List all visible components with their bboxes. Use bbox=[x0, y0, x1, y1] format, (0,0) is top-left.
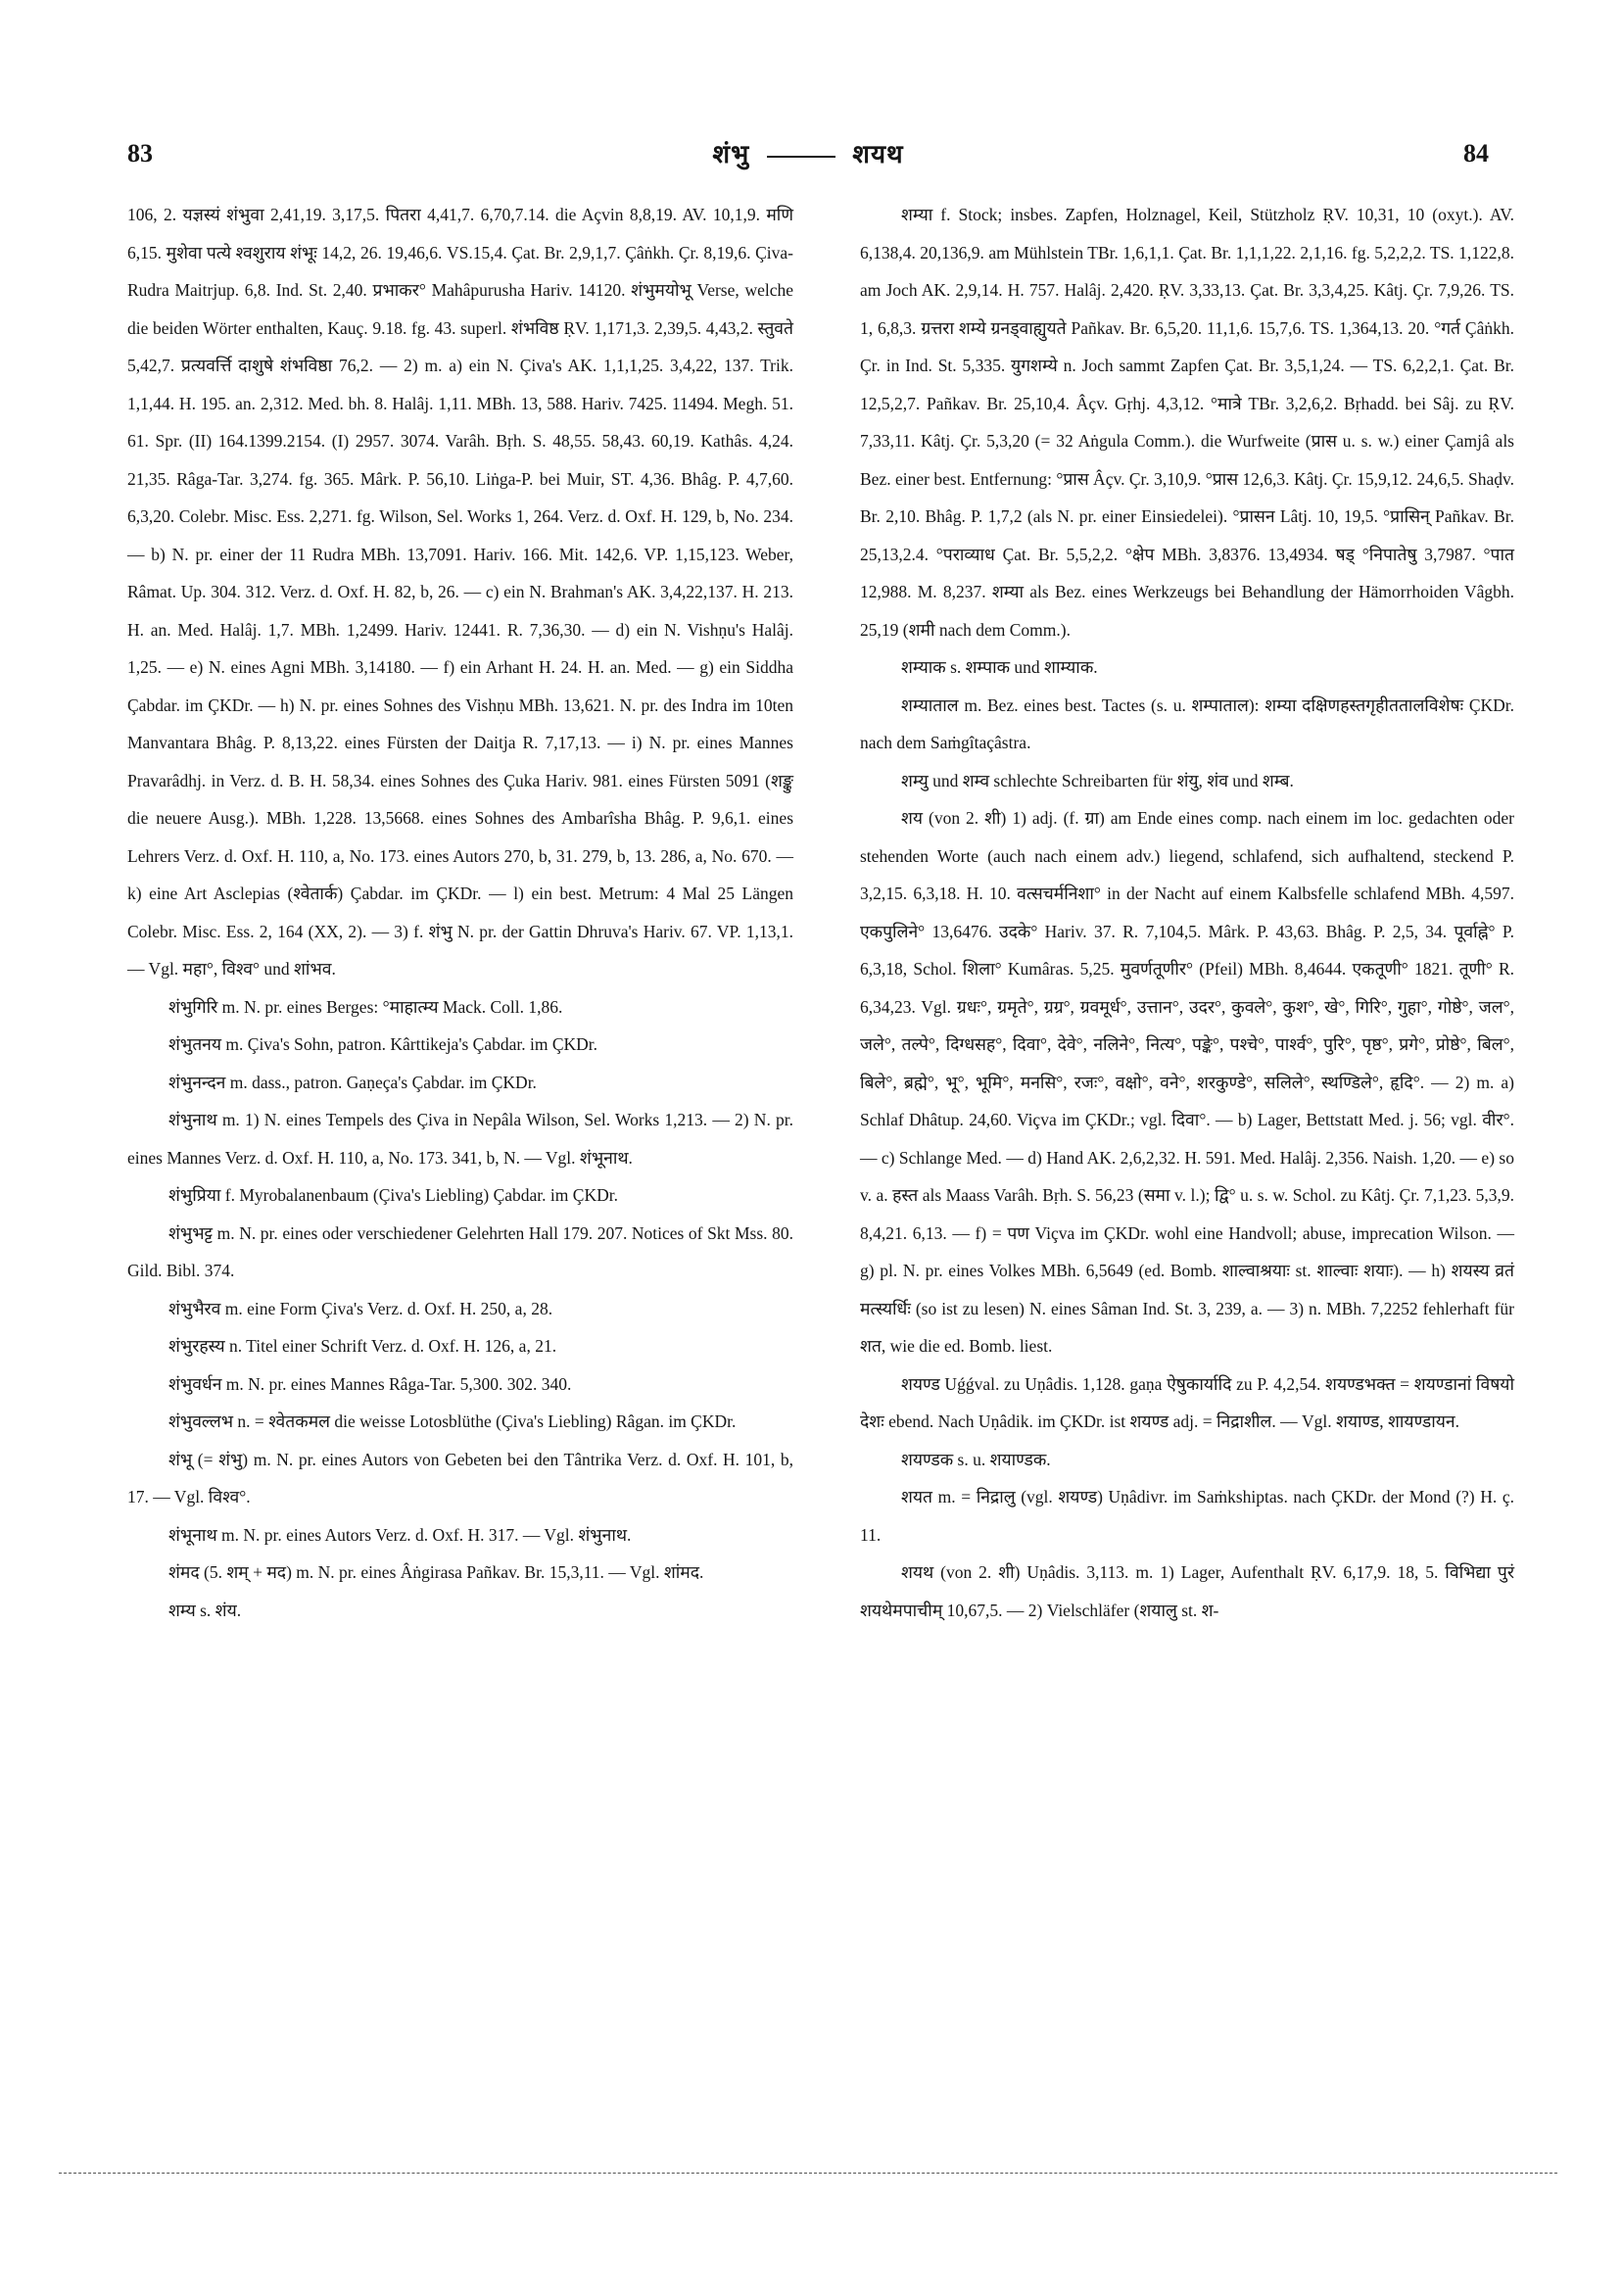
running-head-dash bbox=[767, 156, 835, 158]
entry-paragraph: शंभुभट्ट m. N. pr. eines oder verschiedener Gelehrten Hall 179. 207. Notices of Skt Mss. 80. Gild. Bibl. 374. bbox=[127, 1222, 793, 1280]
right-column bbox=[860, 196, 1514, 1629]
page-header bbox=[127, 135, 1489, 174]
entry-paragraph: 106, 2. यज्ञस्यं शंभुवा 2,41,19. 3,17,5. पितरा 4,41,7. 6,70,7.14. die Açvin 8,8,19. AV. 10,1,9. मणि 6,15. मुशेवा पत्ये श्वशुराय शंभूः 14,2, 26. 19,46,6. VS.15,4. Çat. Br. 2,9,1,7. Çâṅkh. Çr. 8,19,6. Çiva-Rudra Maitrjup. 6,8. Ind. St. 2,40. प्रभाकर° Mahâpurusha Hariv. 14120. शंभुमयोभू Verse, welche die beiden Wörter enthalten, Kauç. 9.18. fg. 43. superl. शंभविष्ठ ṚV. 1,171,3. 2,39,5. 4,43,2. स्तुवते 5,42,7. प्रत्यवर्त्ति दाशुषे शंभविष्ठा 76,2. — 2) m. a) ein N. Çiva's AK. 1,1,1,25. 3,4,22, 137. Trik. 1,1,44. H. 195. an. 2,312. Med. bh. 8. Halâj. 1,11. MBh. 13, 588. Hariv. 7425. 11494. Megh. 51. 61. Spr. (II) 164.1399.2154. (I) 2957. 3074. Varâh. Bṛh. S. 48,55. 58,43. 60,19. Kathâs. 4,24. 21,35. Râga-Tar. 3,274. fg. 365. Mârk. P. 56,10. Liṅga-P. bei Muir, ST. 4,36. Bhâg. P. 4,7,60. 6,3,20. Colebr. Misc. Ess. 2,271. fg. Wilson, Sel. Works 1, 264. Verz. d. Oxf. H. 129, b, No. 234. — b) N. pr. einer der 11 Rudra MBh. 13,7091. Hariv. 166. Mit. 142,6. VP. 1,15,123. Weber, Râmat. Up. 304. 312. Verz. d. Oxf. H. 82, b, 26. — c) ein N. Brahman's AK. 3,4,22,137. H. 213. H. an. Med. Halâj. 1,7. MBh. 1,2499. Hariv. 12441. R. 7,36,30. — d) ein N. Vishṇu's Halâj. 1,25. — e) N. eines Agni MBh. 3,14180. — f) ein Arhant H. 24. H. an. Med. — g) ein Siddha Çabdar. im ÇKDr. — h) N. pr. eines Sohnes des Vishṇu MBh. 13,621. N. pr. des Indra im 10ten Manvantara Bhâg. P. 8,13,22. eines Fürsten der Daitja R. 7,17,13. — i) N. pr. eines Mannes Pravarâdhj. in Verz. d. B. H. 58,34. eines Sohnes des Çuka Hariv. 981. eines Fürsten 5091 (शङ्कु die neuere Ausg.). MBh. 1,228. 13,5668. eines Sohnes des Ambarîsha Bhâg. P. 9,6,1. eines Lehrers Verz. d. Oxf. H. 110, a, No. 173. eines Autors 270, b, 31. 279, b, 13. 286, a, No. 670. — k) eine Art Asclepias (श्वेतार्क) Çabdar. im ÇKDr. — l) ein best. Metrum: 4 Mal 25 Längen Colebr. Misc. Ess. 2, 164 (XX, 2). — 3) f. शंभु N. pr. der Gattin Dhruva's Hariv. 67. VP. 1,13,1. — Vgl. महा°, विश्व° und शांभव. bbox=[127, 205, 793, 979]
running-head bbox=[127, 135, 1489, 170]
page-number-right: 84 bbox=[1463, 139, 1489, 167]
entry-paragraph: शंभुवर्धन m. N. pr. eines Mannes Râga-Tar. 5,300. 302. 340. bbox=[168, 1373, 572, 1394]
entry-paragraph: शयथ (von 2. शी) Uṇâdis. 3,113. m. 1) Lager, Aufenthalt ṚV. 6,17,9. 18, 5. विभिद्या पुरं शयथेमपाचीम् 10,67,5. — 2) Vielschläfer (शयालु st. श- bbox=[860, 1562, 1514, 1620]
entry-paragraph: शंभुवल्लभ n. = श्वेतकमल die weisse Lotosblüthe (Çiva's Liebling) Râgan. im ÇKDr. bbox=[168, 1411, 737, 1431]
running-head-right: शयथ bbox=[852, 140, 904, 168]
entry-paragraph: शम्य s. शंय. bbox=[168, 1600, 242, 1620]
entry-paragraph: शम्या f. Stock; insbes. Zapfen, Holznagel, Keil, Stützholz ṚV. 10,31, 10 (oxyt.). AV. 6,138,4. 20,136,9. am Mühlstein TBr. 1,6,1,1. Çat. Br. 1,1,1,22. 2,1,16. fg. 5,2,2,2. TS. 1,122,8. am Joch AK. 2,9,14. H. 757. Halâj. 2,420. ṚV. 3,33,13. Çat. Br. 3,3,4,25. Kâtj. Çr. 7,9,26. TS. 1, 6,8,3. ग्रत्तरा शम्ये ग्रनड्वाह्युयते Pañkav. Br. 6,5,20. 11,1,6. 15,7,6. TS. 1,364,13. 20. °गर्त Çâṅkh. Çr. in Ind. St. 5,335. युगशम्ये n. Joch sammt Zapfen Çat. Br. 3,5,1,24. — TS. 6,2,2,1. Çat. Br. 12,5,2,7. Pañkav. Br. 25,10,4. Âçv. Gṛhj. 4,3,12. °मात्रे TBr. 3,2,6,2. Bṛhadd. bei Sâj. zu ṚV. 7,33,11. Kâtj. Çr. 5,3,20 (= 32 Aṅgula Comm.). die Wurfweite (प्रास u. s. w.) einer Çamjâ als Bez. einer best. Entfernung: °प्रास Âçv. Çr. 3,10,9. °प्रास 12,6,3. Kâtj. Çr. 15,9,12. 24,6,5. Shaḍv. Br. 2,10. Bhâg. P. 1,7,2 (als N. pr. einer Einsiedelei). °प्रासन Lâtj. 10, 19,5. °प्रासिन् Pañkav. Br. 25,13,2.4. °पराव्याध Çat. Br. 5,5,2,2. °क्षेप MBh. 3,8376. 13,4934. षड् °निपातेषु 3,7987. °पात 12,988. M. 8,237. शम्या als Bez. eines Werkzeugs bei Behandlung der Hämorrhoiden Vâgbh. 25,19 (शमी nach dem Comm.). bbox=[860, 205, 1514, 640]
entry-paragraph: शंभू (= शंभु) m. N. pr. eines Autors von Gebeten bei den Tântrika Verz. d. Oxf. H. 101, b, 17. — Vgl. विश्व°. bbox=[127, 1449, 793, 1507]
page-number-left: 83 bbox=[127, 139, 153, 167]
entry-paragraph: शंभुनन्दन m. dass., patron. Gaṇeça's Çabdar. im ÇKDr. bbox=[168, 1072, 537, 1092]
entry-paragraph: शंभुतनय m. Çiva's Sohn, patron. Kârttikeja's Çabdar. im ÇKDr. bbox=[168, 1034, 598, 1054]
entry-paragraph: शयण्ड Uǵǵval. zu Uṇâdis. 1,128. gaṇa ऐषुकार्यादि zu P. 4,2,54. शयण्डभक्त = शयण्डानां विषयो देशः ebend. Nach Uṇâdik. im ÇKDr. ist शयण्ड adj. = निद्राशील. — Vgl. शयाण्ड, शायण्डायन. bbox=[860, 1373, 1514, 1431]
entry-paragraph: शम्याक s. शम्पाक und शाम्याक. bbox=[901, 657, 1098, 677]
running-head-left: शंभु bbox=[712, 140, 750, 168]
entry-paragraph: शंभुभैरव m. eine Form Çiva's Verz. d. Oxf. H. 250, a, 28. bbox=[168, 1298, 553, 1318]
entry-paragraph: शंभुप्रिया f. Myrobalanenbaum (Çiva's Liebling) Çabdar. im ÇKDr. bbox=[168, 1185, 618, 1205]
entry-paragraph: शंमद (5. शम् + मद) m. N. pr. eines Âṅgirasa Pañkav. Br. 15,3,11. — Vgl. शांमद. bbox=[168, 1562, 704, 1582]
left-column bbox=[127, 196, 793, 1629]
entry-paragraph: शम्यु und शम्व schlechte Schreibarten für शंयु, शंव und शम्ब. bbox=[901, 770, 1294, 790]
entry-paragraph: शयत m. = निद्रालु (vgl. शयण्ड) Uṇâdivr. im Saṁkshiptas. nach ÇKDr. der Mond (?) H. ç. 11. bbox=[860, 1487, 1514, 1545]
entry-paragraph: शम्याताल m. Bez. eines best. Tactes (s. u. शम्पाताल): शम्या दक्षिणहस्तगृहीततालविशेषः ÇKDr. nach dem Saṁgîtaçâstra. bbox=[860, 694, 1514, 752]
entry-paragraph: शंभूनाथ m. N. pr. eines Autors Verz. d. Oxf. H. 317. — Vgl. शंभुनाथ. bbox=[168, 1524, 632, 1545]
entry-paragraph: शंभुगिरि m. N. pr. eines Berges: °माहात्म्य Mack. Coll. 1,86. bbox=[168, 996, 563, 1017]
entry-paragraph: शयण्डक s. u. शयाण्डक. bbox=[901, 1449, 1051, 1469]
entry-paragraph: शंभुरहस्य n. Titel einer Schrift Verz. d. Oxf. H. 126, a, 21. bbox=[168, 1336, 557, 1356]
entry-paragraph: शंभुनाथ m. 1) N. eines Tempels des Çiva in Nepâla Wilson, Sel. Works 1,213. — 2) N. pr. eines Mannes Verz. d. Oxf. H. 110, a, No. 173. 341, b, N. — Vgl. शंभूनाथ. bbox=[127, 1110, 793, 1168]
footer-rule bbox=[59, 2173, 1557, 2174]
entry-paragraph: शय (von 2. शी) 1) adj. (f. ग्रा) am Ende eines comp. nach einem im loc. gedachten oder stehenden Worte (auch nach einem adv.) liegend, schlafend, sich aufhaltend, steckend P. 3,2,15. 6,3,18. H. 10. वत्सचर्मनिशा° in der Nacht auf einem Kalbsfelle schlafend MBh. 4,597. एकपुलिने° 13,6476. उदके° Hariv. 37. R. 7,104,5. Mârk. P. 43,63. Bhâg. P. 2,5, 34. पूर्वाह्ने° P. 6,3,18, Schol. शिला° Kumâras. 5,25. मुवर्णतूणीर° (Pfeil) MBh. 8,4644. एकतूणी° 1821. तूणी° R. 6,34,23. Vgl. ग्रधः°, ग्रमृते°, ग्रग्र°, ग्रवमूर्ध°, उत्तान°, उदर°, कुवले°, कुश°, खे°, गिरि°, गुहा°, गोष्ठे°, जल°, जले°, तल्पे°, दिग्धसह°, दिवा°, देवे°, नलिने°, नित्य°, पङ्के°, पश्चे°, पार्श्व°, पुरि°, पृष्ठ°, प्रगे°, प्रोष्ठे°, बिल°, बिले°, ब्रह्मे°, भू°, भूमि°, मनसि°, रजः°, वक्षो°, वने°, शरकुण्डे°, सलिले°, स्थण्डिले°, हृदि°. — 2) m. a) Schlaf Dhâtup. 24,60. Viçva im ÇKDr.; vgl. दिवा°. — b) Lager, Bettstatt Med. j. 56; vgl. वीर°. — c) Schlange Med. — d) Hand AK. 2,6,2,32. H. 591. Med. Halâj. 2,356. Naish. 1,20. — e) so v. a. हस्त als Maass Varâh. Bṛh. S. 56,23 (समा v. l.); द्वि° u. s. w. Schol. zu Kâtj. Çr. 7,1,23. 5,3,9. 8,4,21. 6,13. — f) = पण Viçva im ÇKDr. wohl eine Handvoll; abuse, imprecation Wilson. — g) pl. N. pr. eines Volkes MBh. 6,5649 (ed. Bomb. शाल्वाश्रयाः st. शाल्वाः शयाः). — h) शयस्य व्रतं मत्स्यर्धिः (so ist zu lesen) N. eines Sâman Ind. St. 3, 239, a. — 3) n. MBh. 7,2252 fehlerhaft für शत, wie die ed. Bomb. liest. bbox=[860, 808, 1514, 1356]
